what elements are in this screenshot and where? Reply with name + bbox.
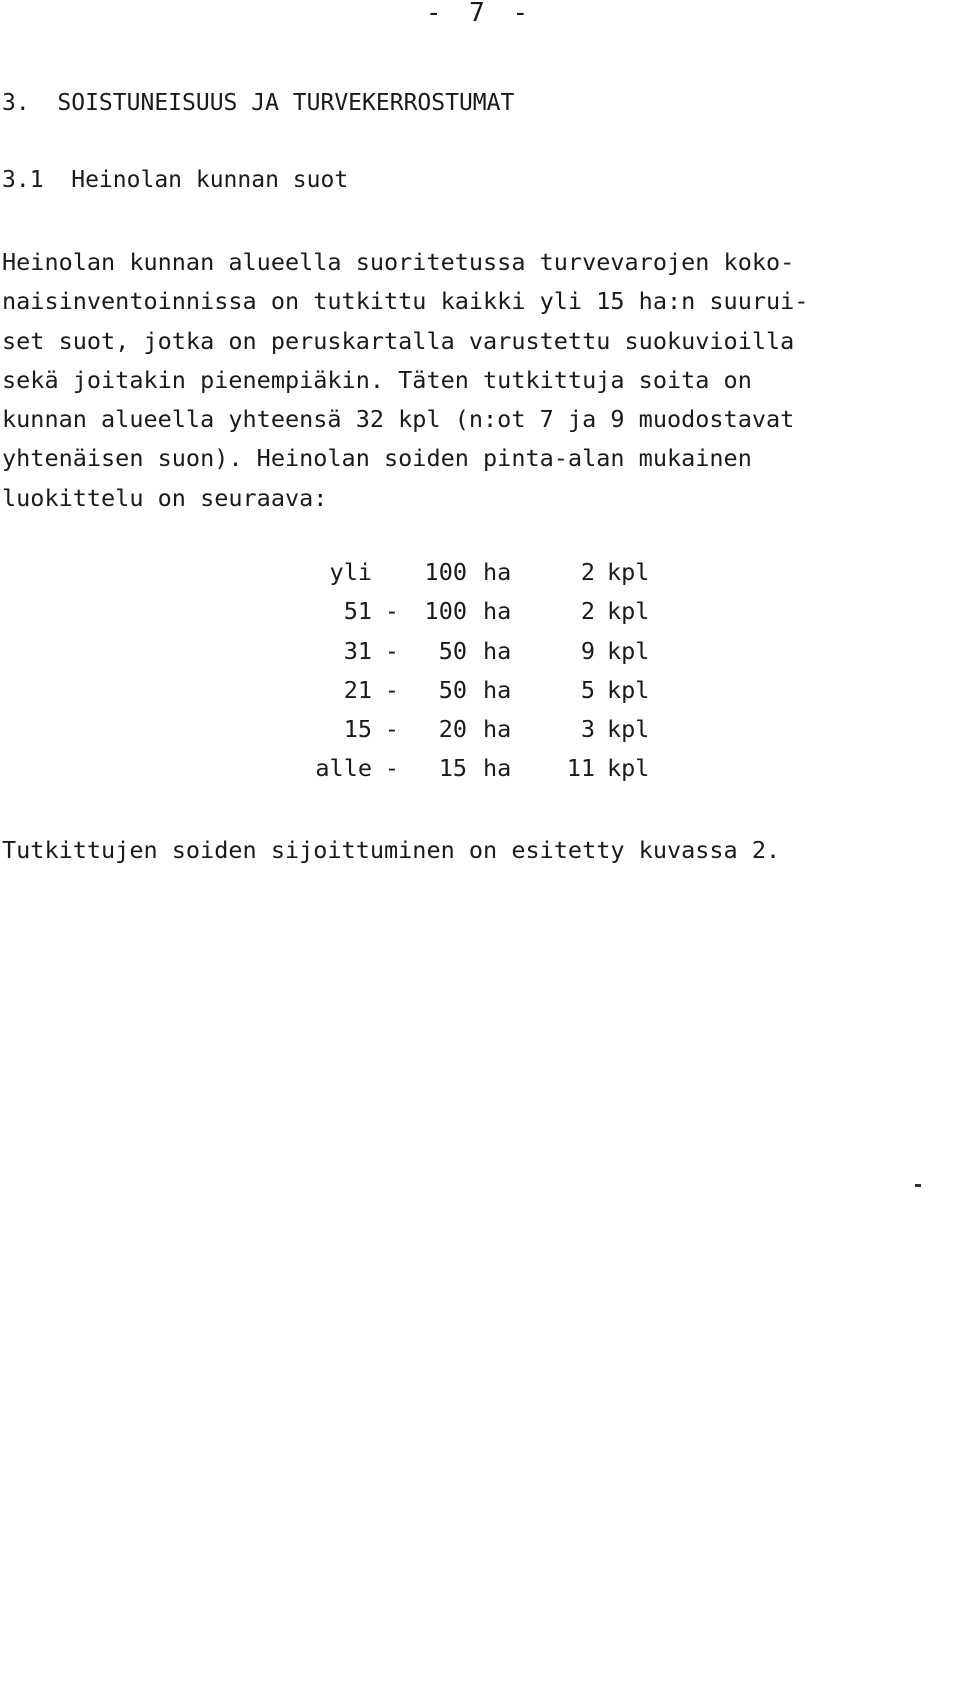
area-unit: ha: [483, 636, 512, 665]
count-unit: kpl: [607, 597, 650, 626]
range-dash: [372, 553, 412, 592]
area-unit: ha: [483, 558, 512, 586]
paragraph-line: Heinolan kunnan alueella suoritetussa turvevarojen koko-: [2, 248, 795, 276]
range-dash: -: [384, 597, 400, 626]
paragraph-line: sekä joitakin pienempiäkin. Täten tutkittuja soita on: [2, 365, 752, 394]
paragraph-line: luokittelu on seuraava:: [2, 483, 328, 512]
bog-count: 2: [580, 558, 595, 586]
table-row: [300, 632, 667, 671]
bog-count: 5: [580, 675, 595, 704]
page-number: - 7 -: [425, 0, 535, 28]
section-heading: 3.1 Heinolan kunnan suot: [2, 167, 349, 193]
range-from: 15: [343, 715, 372, 744]
range-to: 15: [438, 754, 467, 783]
area-unit: ha: [483, 754, 512, 783]
range-dash: -: [384, 675, 400, 704]
count-unit: kpl: [607, 754, 650, 783]
area-unit: ha: [483, 675, 512, 704]
range-from: alle: [315, 754, 372, 783]
scan-speck: [915, 1184, 921, 1187]
table-row: [300, 553, 667, 592]
paragraph-line: set suot, jotka on peruskartalla varustettu suokuvioilla: [2, 326, 795, 355]
table-row: [300, 710, 667, 749]
range-from: yli: [329, 558, 372, 586]
area-unit: ha: [483, 715, 512, 744]
paragraph-line: kunnan alueella yhteensä 32 kpl (n:ot 7 ja 9 muodostavat: [2, 405, 795, 434]
range-from: 31: [343, 636, 372, 665]
count-unit: kpl: [607, 675, 650, 704]
bog-count: 9: [580, 636, 595, 665]
chapter-heading: 3. SOISTUNEISUUS JA TURVEKERROSTUMAT: [2, 90, 515, 116]
paragraph-line: naisinventoinnissa on tutkittu kaikki yli 15 ha:n suurui-: [2, 287, 809, 316]
range-to: 50: [438, 675, 467, 704]
range-to: 20: [438, 715, 467, 744]
body-paragraph: [2, 243, 952, 518]
count-unit: kpl: [607, 636, 650, 665]
range-dash: -: [384, 754, 400, 783]
size-class-table: [300, 553, 667, 789]
area-unit: ha: [483, 597, 512, 626]
bog-count: 2: [580, 597, 595, 626]
bog-count: 3: [580, 715, 595, 744]
range-to: 100: [424, 558, 467, 586]
count-unit: kpl: [607, 558, 650, 586]
table-row: [300, 671, 667, 710]
range-to: 50: [438, 636, 467, 665]
count-unit: kpl: [607, 715, 650, 744]
range-dash: -: [384, 715, 400, 744]
range-dash: -: [384, 636, 400, 665]
table-row: [300, 592, 667, 631]
closing-sentence: Tutkittujen soiden sijoittuminen on esitetty kuvassa 2.: [2, 836, 781, 864]
bog-count: 11: [566, 754, 595, 783]
range-from: 51: [343, 597, 372, 626]
range-to: 100: [424, 597, 467, 626]
range-from: 21: [343, 675, 372, 704]
table-row: [300, 749, 667, 788]
paragraph-line: yhtenäisen suon). Heinolan soiden pinta-alan mukainen: [2, 444, 752, 473]
